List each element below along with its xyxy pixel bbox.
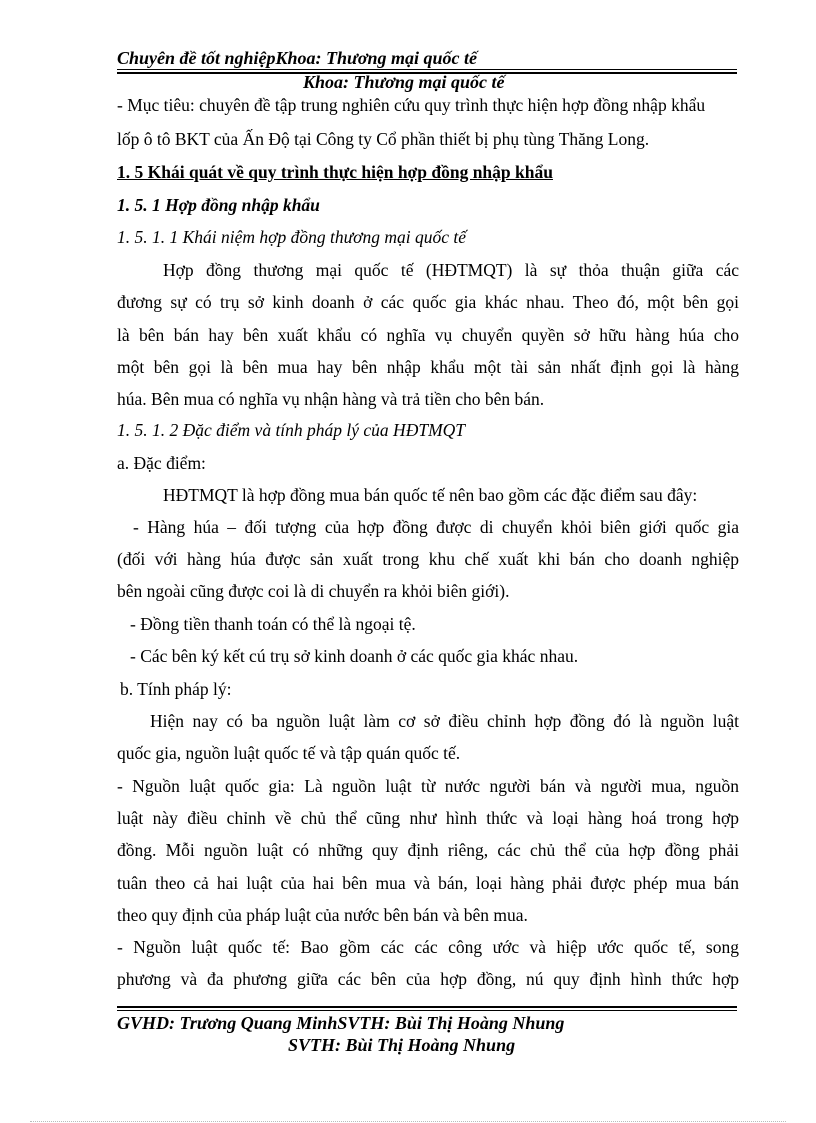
paragraph-line: tuân theo cả hai luật của hai bên mua và bán, loại hàng phải được phép mua bán (117, 873, 739, 893)
paragraph-line: - Nguồn luật quốc gia: Là nguồn luật từ nước người bán và người mua, nguồn (117, 776, 739, 796)
list-item: - Các bên ký kết cú trụ sở kinh doanh ở các quốc gia khác nhau. (130, 646, 579, 666)
paragraph-line: Hiện nay có ba nguồn luật làm cơ sở điều chỉnh hợp đồng đó là nguồn luật (150, 711, 739, 731)
paragraph-line: đồng. Mỗi nguồn luật có những quy định riêng, các chủ thể của hợp đồng phải (117, 840, 739, 860)
list-item-line: - Hàng húa – đối tượng của hợp đồng được di chuyển khỏi biên giới quốc gia (133, 517, 739, 537)
subheading-a: a. Đặc điểm: (117, 453, 206, 473)
section-heading-1-5-1-2: 1. 5. 1. 2 Đặc điểm và tính pháp lý của HĐTMQT (117, 420, 466, 440)
paragraph-line: đương sự có trụ sở kinh doanh ở các quốc gia khác nhau. Theo đó, một bên gọi (117, 292, 739, 312)
header-running-title: Chuyên đề tốt nghiệpKhoa: Thương mại quốc tế (117, 48, 477, 68)
paragraph-line: Hợp đồng thương mại quốc tế (HĐTMQT) là sự thỏa thuận giữa các (163, 260, 739, 280)
footer-student: SVTH: Bùi Thị Hoàng Nhung (288, 1035, 516, 1055)
subheading-b: b. Tính pháp lý: (120, 679, 232, 699)
header-faculty: Khoa: Thương mại quốc tế (303, 72, 505, 92)
body-line: lốp ô tô BKT của Ấn Độ tại Công ty Cổ phần thiết bị phụ tùng Thăng Long. (117, 129, 650, 149)
body-line: - Mục tiêu: chuyên đề tập trung nghiên cứu quy trình thực hiện hợp đồng nhập khẩu (117, 95, 706, 115)
paragraph-line: húa. Bên mua có nghĩa vụ nhận hàng và trả tiền cho bên bán. (117, 389, 545, 409)
header-rule-top (117, 69, 737, 70)
list-item-line: (đối với hàng húa được sản xuất trong khu chế xuất khi bán cho doanh nghiệp (117, 549, 739, 569)
paragraph-line: luật này điều chỉnh về chủ thể cũng như hình thức và loại hàng hoá trong hợp (117, 808, 739, 828)
list-item: - Đồng tiền thanh toán có thể là ngoại tệ. (130, 614, 416, 634)
list-item-line: bên ngoài cũng được coi là di chuyển ra khỏi biên giới). (117, 581, 510, 601)
paragraph-line: - Nguồn luật quốc tế: Bao gồm các các công ước và hiệp ước quốc tế, song (117, 937, 739, 957)
footer-rule-top (117, 1006, 737, 1008)
paragraph-line: là bên bán hay bên xuất khẩu có nghĩa vụ chuyển quyền sở hữu hàng húa cho (117, 325, 739, 345)
paragraph-line: HĐTMQT là hợp đồng mua bán quốc tế nên bao gồm các đặc điểm sau đây: (163, 485, 698, 505)
section-heading-1-5-1: 1. 5. 1 Hợp đồng nhập khẩu (117, 195, 320, 215)
footer-rule-bottom (117, 1010, 737, 1011)
paragraph-line: phương và đa phương giữa các bên của hợp đồng, nú quy định hình thức hợp (117, 969, 739, 989)
paragraph-line: quốc gia, nguồn luật quốc tế và tập quán quốc tế. (117, 743, 461, 763)
section-heading-1-5-1-1: 1. 5. 1. 1 Khái niệm hợp đồng thương mại quốc tế (117, 227, 467, 247)
paragraph-line: một bên gọi là bên mua hay bên nhập khẩu một tài sản nhất định gọi là hàng (117, 357, 739, 377)
section-heading-1-5: 1. 5 Khái quát về quy trình thực hiện hợp đồng nhập khẩu (117, 162, 553, 182)
footer-supervisor: GVHD: Trương Quang MinhSVTH: Bùi Thị Hoàng Nhung (117, 1013, 565, 1033)
page-edge-divider (30, 1121, 786, 1122)
paragraph-line: theo quy định của pháp luật của nước bên bán và bên mua. (117, 905, 528, 925)
